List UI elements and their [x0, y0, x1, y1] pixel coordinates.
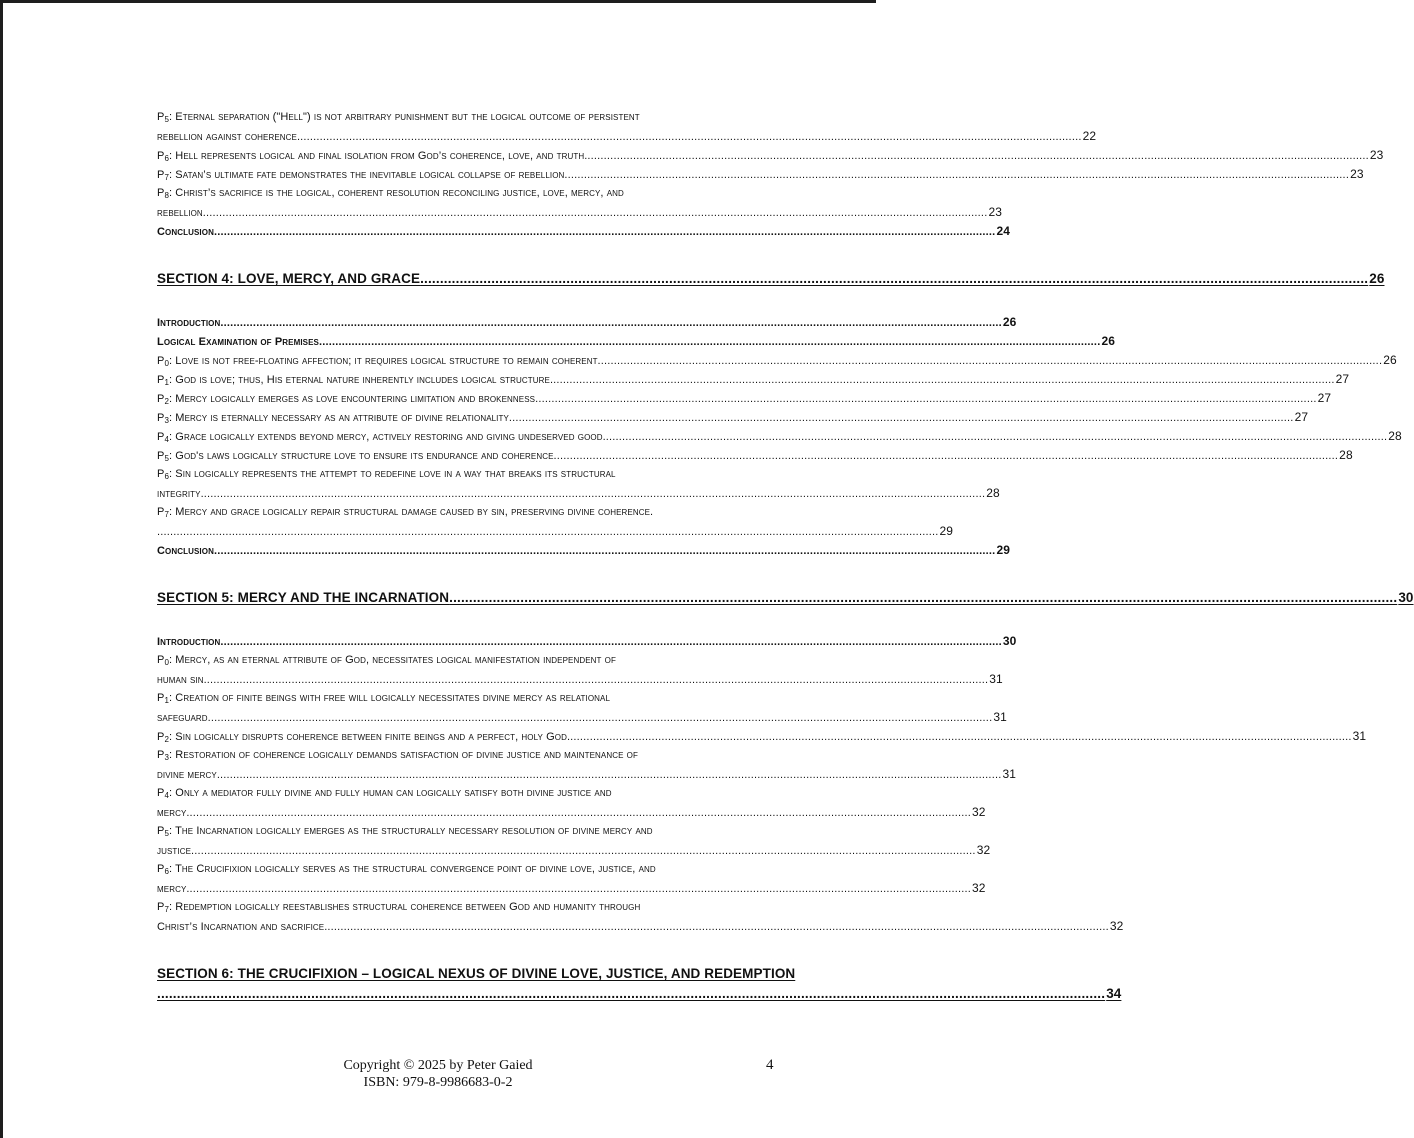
- toc-page-number: 32: [976, 843, 991, 857]
- toc-entry-title: [157, 223, 214, 242]
- premise-index: 2: [164, 735, 169, 744]
- toc-entry-title-wrap: rebellion against coherence.: [157, 131, 301, 143]
- toc-entry-text: SECTION 6: THE CRUCIFIXION – LOGICAL NEXUS OF DIVINE LOVE, JUSTICE, AND REDEMPTION: [157, 966, 796, 981]
- toc-entry[interactable]: [157, 822, 778, 841]
- toc-entry-title: [157, 371, 553, 392]
- premise-index: 6: [164, 472, 169, 481]
- premise-label: P: [157, 863, 165, 875]
- toc-page-number: 27: [1317, 391, 1332, 405]
- toc-entry-title: [157, 314, 220, 333]
- premise-index: 7: [164, 173, 169, 182]
- dot-leader: [319, 333, 1100, 352]
- toc-page-number: 23: [1369, 148, 1384, 162]
- toc-entry-title-wrap: safeguard.: [157, 712, 211, 724]
- toc-entry[interactable]: [157, 389, 1332, 408]
- toc-page-number: 32: [972, 881, 986, 895]
- premise-label: P: [157, 412, 165, 424]
- toc-entry-title: [157, 108, 640, 129]
- toc-entry-title-wrap: mercy.: [157, 883, 190, 895]
- toc-entry-text: : Only a mediator fully divine and fully human can logically satisfy both divine justice and: [169, 787, 612, 799]
- toc-entry[interactable]: [157, 370, 1350, 389]
- toc-entry-title: [157, 428, 606, 449]
- toc-entry[interactable]: [157, 222, 1010, 241]
- toc-entry-text: Logical Examination of Premises: [157, 336, 319, 348]
- toc-entry[interactable]: [157, 108, 778, 127]
- toc-entry-title-wrap: divine mercy.: [157, 769, 220, 781]
- premise-label: P: [157, 355, 165, 367]
- toc-entry-title: [157, 503, 653, 524]
- toc-entry[interactable]: [157, 651, 778, 670]
- premise-index: 8: [164, 191, 169, 200]
- toc-entry-title: [157, 147, 587, 168]
- toc-entry-continuation[interactable]: [157, 917, 1124, 936]
- premise-index: 0: [164, 359, 169, 368]
- toc-entry-text: : Restoration of coherence logically demands satisfaction of divine justice and maintenance of: [169, 749, 638, 761]
- premise-index: 2: [164, 397, 169, 406]
- page-number: 4: [766, 1057, 774, 1073]
- dot-leader: [606, 428, 1387, 447]
- premise-label: P: [157, 431, 165, 443]
- toc-entry-title: [157, 898, 640, 919]
- toc-entry[interactable]: [157, 332, 1116, 351]
- toc-entry-text: : Satan’s ultimate fate demonstrates the inevitable logical collapse of rebellion.: [169, 169, 568, 181]
- dot-leader: [449, 588, 1397, 608]
- section-spacer: [157, 608, 778, 632]
- toc-page-number: 28: [986, 486, 1000, 500]
- dot-leader: [587, 147, 1368, 166]
- toc-entry-text: : God's laws logically structure love to ensure its endurance and coherence.: [169, 450, 557, 462]
- toc-entry-title: [157, 542, 214, 561]
- toc-entry-text: SECTION 4: LOVE, MERCY, AND GRACE: [157, 271, 421, 286]
- table-of-contents: [157, 108, 1414, 1004]
- premise-index: 0: [164, 658, 169, 667]
- dot-leader: [190, 804, 971, 823]
- premise-label: P: [157, 506, 165, 518]
- toc-page-number: 28: [1388, 429, 1402, 443]
- toc-page-number: 31: [1002, 767, 1017, 781]
- toc-entry-text: SECTION 5: MERCY AND THE INCARNATION: [157, 590, 450, 605]
- dot-leader: [214, 542, 995, 561]
- toc-page-number: 23: [1350, 167, 1364, 181]
- toc-page-number: 30: [1398, 590, 1414, 605]
- toc-page-number: 32: [1109, 919, 1124, 933]
- toc-entry-title-wrap: rebellion.: [157, 207, 206, 219]
- toc-page-number: 31: [989, 672, 1003, 686]
- premise-label: P: [157, 901, 165, 913]
- premise-index: 5: [164, 829, 169, 838]
- toc-entry[interactable]: [157, 146, 1384, 165]
- premise-label: P: [157, 393, 165, 405]
- toc-entry[interactable]: [157, 689, 778, 708]
- premise-label: P: [157, 825, 165, 837]
- dot-leader: [214, 223, 995, 242]
- toc-entry-text: Conclusion: [157, 545, 214, 557]
- toc-entry[interactable]: [157, 503, 778, 522]
- toc-entry-title: [157, 390, 535, 411]
- toc-entry[interactable]: [157, 446, 1353, 465]
- toc-entry-title: [157, 184, 624, 205]
- toc-entry-continuation[interactable]: [157, 708, 1007, 727]
- toc-entry-continuation[interactable]: [157, 670, 1003, 689]
- premise-label: P: [157, 468, 165, 480]
- premise-label: P: [157, 654, 165, 666]
- toc-entry-text: : Mercy and grace logically repair structural damage caused by sin, preserving divine coherence.: [169, 506, 654, 518]
- toc-entry-title: [157, 465, 616, 486]
- dot-leader: [512, 409, 1293, 428]
- toc-entry[interactable]: [157, 898, 778, 917]
- dot-leader: [570, 728, 1351, 747]
- toc-page-number: 27: [1335, 372, 1350, 386]
- toc-entry-continuation[interactable]: [157, 765, 1017, 784]
- toc-entry-continuation[interactable]: [157, 803, 986, 822]
- toc-entry-title: [157, 588, 449, 608]
- premise-label: P: [157, 787, 165, 799]
- section-spacer: [157, 289, 778, 313]
- toc-entry[interactable]: [157, 465, 778, 484]
- dot-leader: [194, 842, 975, 861]
- toc-entry-title: [157, 633, 220, 652]
- dot-leader: [300, 128, 1081, 147]
- toc-entry-continuation[interactable]: [157, 984, 1122, 1004]
- toc-entry-text: : Christ’s sacrifice is the logical, coherent resolution reconciling justice, love, mercy, and: [169, 187, 624, 199]
- toc-entry-title: [157, 269, 420, 289]
- toc-page-number: 27: [1294, 410, 1309, 424]
- toc-entry[interactable]: [157, 351, 1397, 370]
- dot-leader: [204, 485, 985, 504]
- toc-entry-title-wrap: human sin.: [157, 674, 207, 686]
- toc-entry-continuation[interactable]: [157, 484, 1000, 503]
- toc-page-number: 23: [988, 205, 1003, 219]
- copyright-line: Copyright © 2025 by Peter Gaied: [343, 1058, 533, 1073]
- toc-page-number: 29: [996, 543, 1010, 557]
- toc-page-number: 28: [1339, 448, 1353, 462]
- toc-entry-title: [157, 651, 616, 672]
- toc-entry[interactable]: [157, 165, 1364, 184]
- window-frame-left: [0, 0, 3, 1138]
- premise-index: 3: [164, 416, 169, 425]
- window-frame-top: [0, 0, 876, 3]
- toc-entry-title: [157, 964, 795, 984]
- premise-index: 6: [164, 154, 169, 163]
- toc-entry-text: : Sin logically represents the attempt to redefine love in a way that breaks its structural: [169, 468, 616, 480]
- toc-entry[interactable]: [157, 746, 778, 765]
- premise-index: 4: [164, 435, 169, 444]
- premise-index: 5: [164, 115, 169, 124]
- toc-entry-title: [157, 746, 638, 767]
- toc-section-heading[interactable]: [157, 269, 1385, 289]
- section-spacer: [157, 936, 778, 964]
- premise-index: 6: [164, 867, 169, 876]
- dot-leader: [557, 447, 1338, 466]
- toc-entry-text: : Sin logically disrupts coherence between finite beings and a perfect, holy God.: [169, 731, 571, 743]
- toc-entry[interactable]: [157, 313, 1017, 332]
- dot-leader: [211, 709, 992, 728]
- toc-entry-text: : Mercy logically emerges as love encountering limitation and brokenness: [169, 393, 536, 405]
- toc-entry-text: : Hell represents logical and final isolation from God’s coherence, love, and truth.: [169, 150, 588, 162]
- dot-leader: [535, 390, 1316, 409]
- premise-index: 3: [164, 753, 169, 762]
- toc-entry-text: : Mercy is eternally necessary as an attribute of divine relationality.: [169, 412, 513, 424]
- premise-index: 5: [164, 454, 169, 463]
- toc-page-number: 26: [1002, 315, 1017, 329]
- premise-label: P: [157, 692, 165, 704]
- toc-entry-text: : The Crucifixion logically serves as the structural convergence point of divine love, justice, and: [169, 863, 656, 875]
- toc-entry[interactable]: [157, 427, 1402, 446]
- dot-leader: [157, 523, 938, 542]
- toc-entry-text: : Creation of finite beings with free will logically necessitates divine mercy as relational: [169, 692, 611, 704]
- dot-leader: [553, 371, 1334, 390]
- toc-entry-title: [157, 784, 612, 805]
- page-footer: [0, 1057, 876, 1091]
- section-spacer: [157, 241, 778, 269]
- dot-leader: [601, 352, 1382, 371]
- toc-entry-title-wrap: justice.: [157, 845, 195, 857]
- premise-label: P: [157, 111, 165, 123]
- toc-entry-text: : Love is not free-floating affection; it requires logical structure to remain coherent.: [169, 355, 601, 367]
- toc-page-number: 24: [996, 224, 1010, 238]
- premise-label: P: [157, 187, 165, 199]
- premise-index: 1: [164, 696, 169, 705]
- dot-leader: [220, 766, 1001, 785]
- toc-entry[interactable]: [157, 632, 1017, 651]
- toc-entry-text: : God is love; thus, His eternal nature inherently includes logical structure.: [169, 374, 554, 386]
- toc-entry[interactable]: [157, 184, 778, 203]
- toc-page-number: 22: [1082, 129, 1097, 143]
- toc-entry-title: [157, 409, 512, 430]
- toc-entry[interactable]: [157, 784, 778, 803]
- premise-index: 1: [164, 378, 169, 387]
- toc-page-number: 26: [1383, 353, 1397, 367]
- toc-page-number: 32: [972, 805, 986, 819]
- toc-entry-title: [157, 352, 601, 373]
- toc-entry[interactable]: [157, 408, 1309, 427]
- toc-section-heading[interactable]: [157, 588, 1414, 608]
- dot-leader: [420, 269, 1368, 289]
- toc-entry-continuation[interactable]: [157, 841, 991, 860]
- toc-entry-title: [157, 822, 653, 843]
- toc-entry[interactable]: [157, 541, 1010, 560]
- toc-page-number: 26: [1369, 271, 1385, 286]
- toc-page-number: 34: [1106, 986, 1122, 1001]
- dot-leader: [190, 880, 971, 899]
- dot-leader: [207, 671, 988, 690]
- toc-entry-title: [157, 333, 319, 352]
- dot-leader: [327, 918, 1108, 937]
- toc-entry[interactable]: [157, 727, 1367, 746]
- toc-entry[interactable]: [157, 860, 778, 879]
- toc-section-heading[interactable]: [157, 964, 796, 984]
- toc-entry-text: Introduction: [157, 636, 221, 648]
- premise-label: P: [157, 150, 165, 162]
- dot-leader: [157, 984, 1105, 1004]
- toc-entry-continuation[interactable]: [157, 879, 986, 898]
- toc-page-number: 31: [993, 710, 1007, 724]
- toc-page-number: 31: [1352, 729, 1367, 743]
- toc-entry-text: : The Incarnation logically emerges as the structurally necessary resolution of divine mercy and: [169, 825, 653, 837]
- toc-page-number: 29: [939, 524, 954, 538]
- dot-leader: [568, 166, 1349, 185]
- premise-label: P: [157, 169, 165, 181]
- toc-entry-text: Conclusion: [157, 226, 214, 238]
- toc-entry-text: : Mercy, as an eternal attribute of God, necessitates logical manifestation independent of: [169, 654, 616, 666]
- toc-entry-text: : Grace logically extends beyond mercy, actively restoring and giving undeserved good.: [169, 431, 606, 443]
- toc-entry-title: [157, 860, 656, 881]
- dot-leader: [206, 204, 987, 223]
- isbn-line: ISBN: 979-8-9986683-0-2: [363, 1075, 513, 1090]
- dot-leader: [220, 314, 1001, 333]
- premise-label: P: [157, 374, 165, 386]
- toc-entry-continuation[interactable]: [157, 522, 954, 541]
- toc-page-number: 30: [1002, 634, 1017, 648]
- toc-page-number: 26: [1101, 334, 1116, 348]
- toc-entry-text: Introduction: [157, 317, 221, 329]
- premise-index: 7: [164, 510, 169, 519]
- toc-entry-text: : Eternal separation ("Hell") is not arbitrary punishment but the logical outcome of persistent: [169, 111, 640, 123]
- premise-label: P: [157, 749, 165, 761]
- toc-entry-continuation[interactable]: [157, 203, 1003, 222]
- section-spacer: [157, 560, 778, 588]
- toc-entry-title-wrap: Christ’s Incarnation and sacrifice.: [157, 921, 328, 933]
- premise-index: 7: [164, 905, 169, 914]
- dot-leader: [220, 633, 1001, 652]
- toc-entry-title-wrap: mercy.: [157, 807, 190, 819]
- premise-label: P: [157, 450, 165, 462]
- toc-entry-title: [157, 689, 610, 710]
- premise-index: 4: [164, 791, 169, 800]
- premise-label: P: [157, 731, 165, 743]
- toc-entry-text: : Redemption logically reestablishes structural coherence between God and humanity through: [169, 901, 641, 913]
- toc-entry-title-wrap: integrity.: [157, 488, 204, 500]
- toc-entry-continuation[interactable]: [157, 127, 1097, 146]
